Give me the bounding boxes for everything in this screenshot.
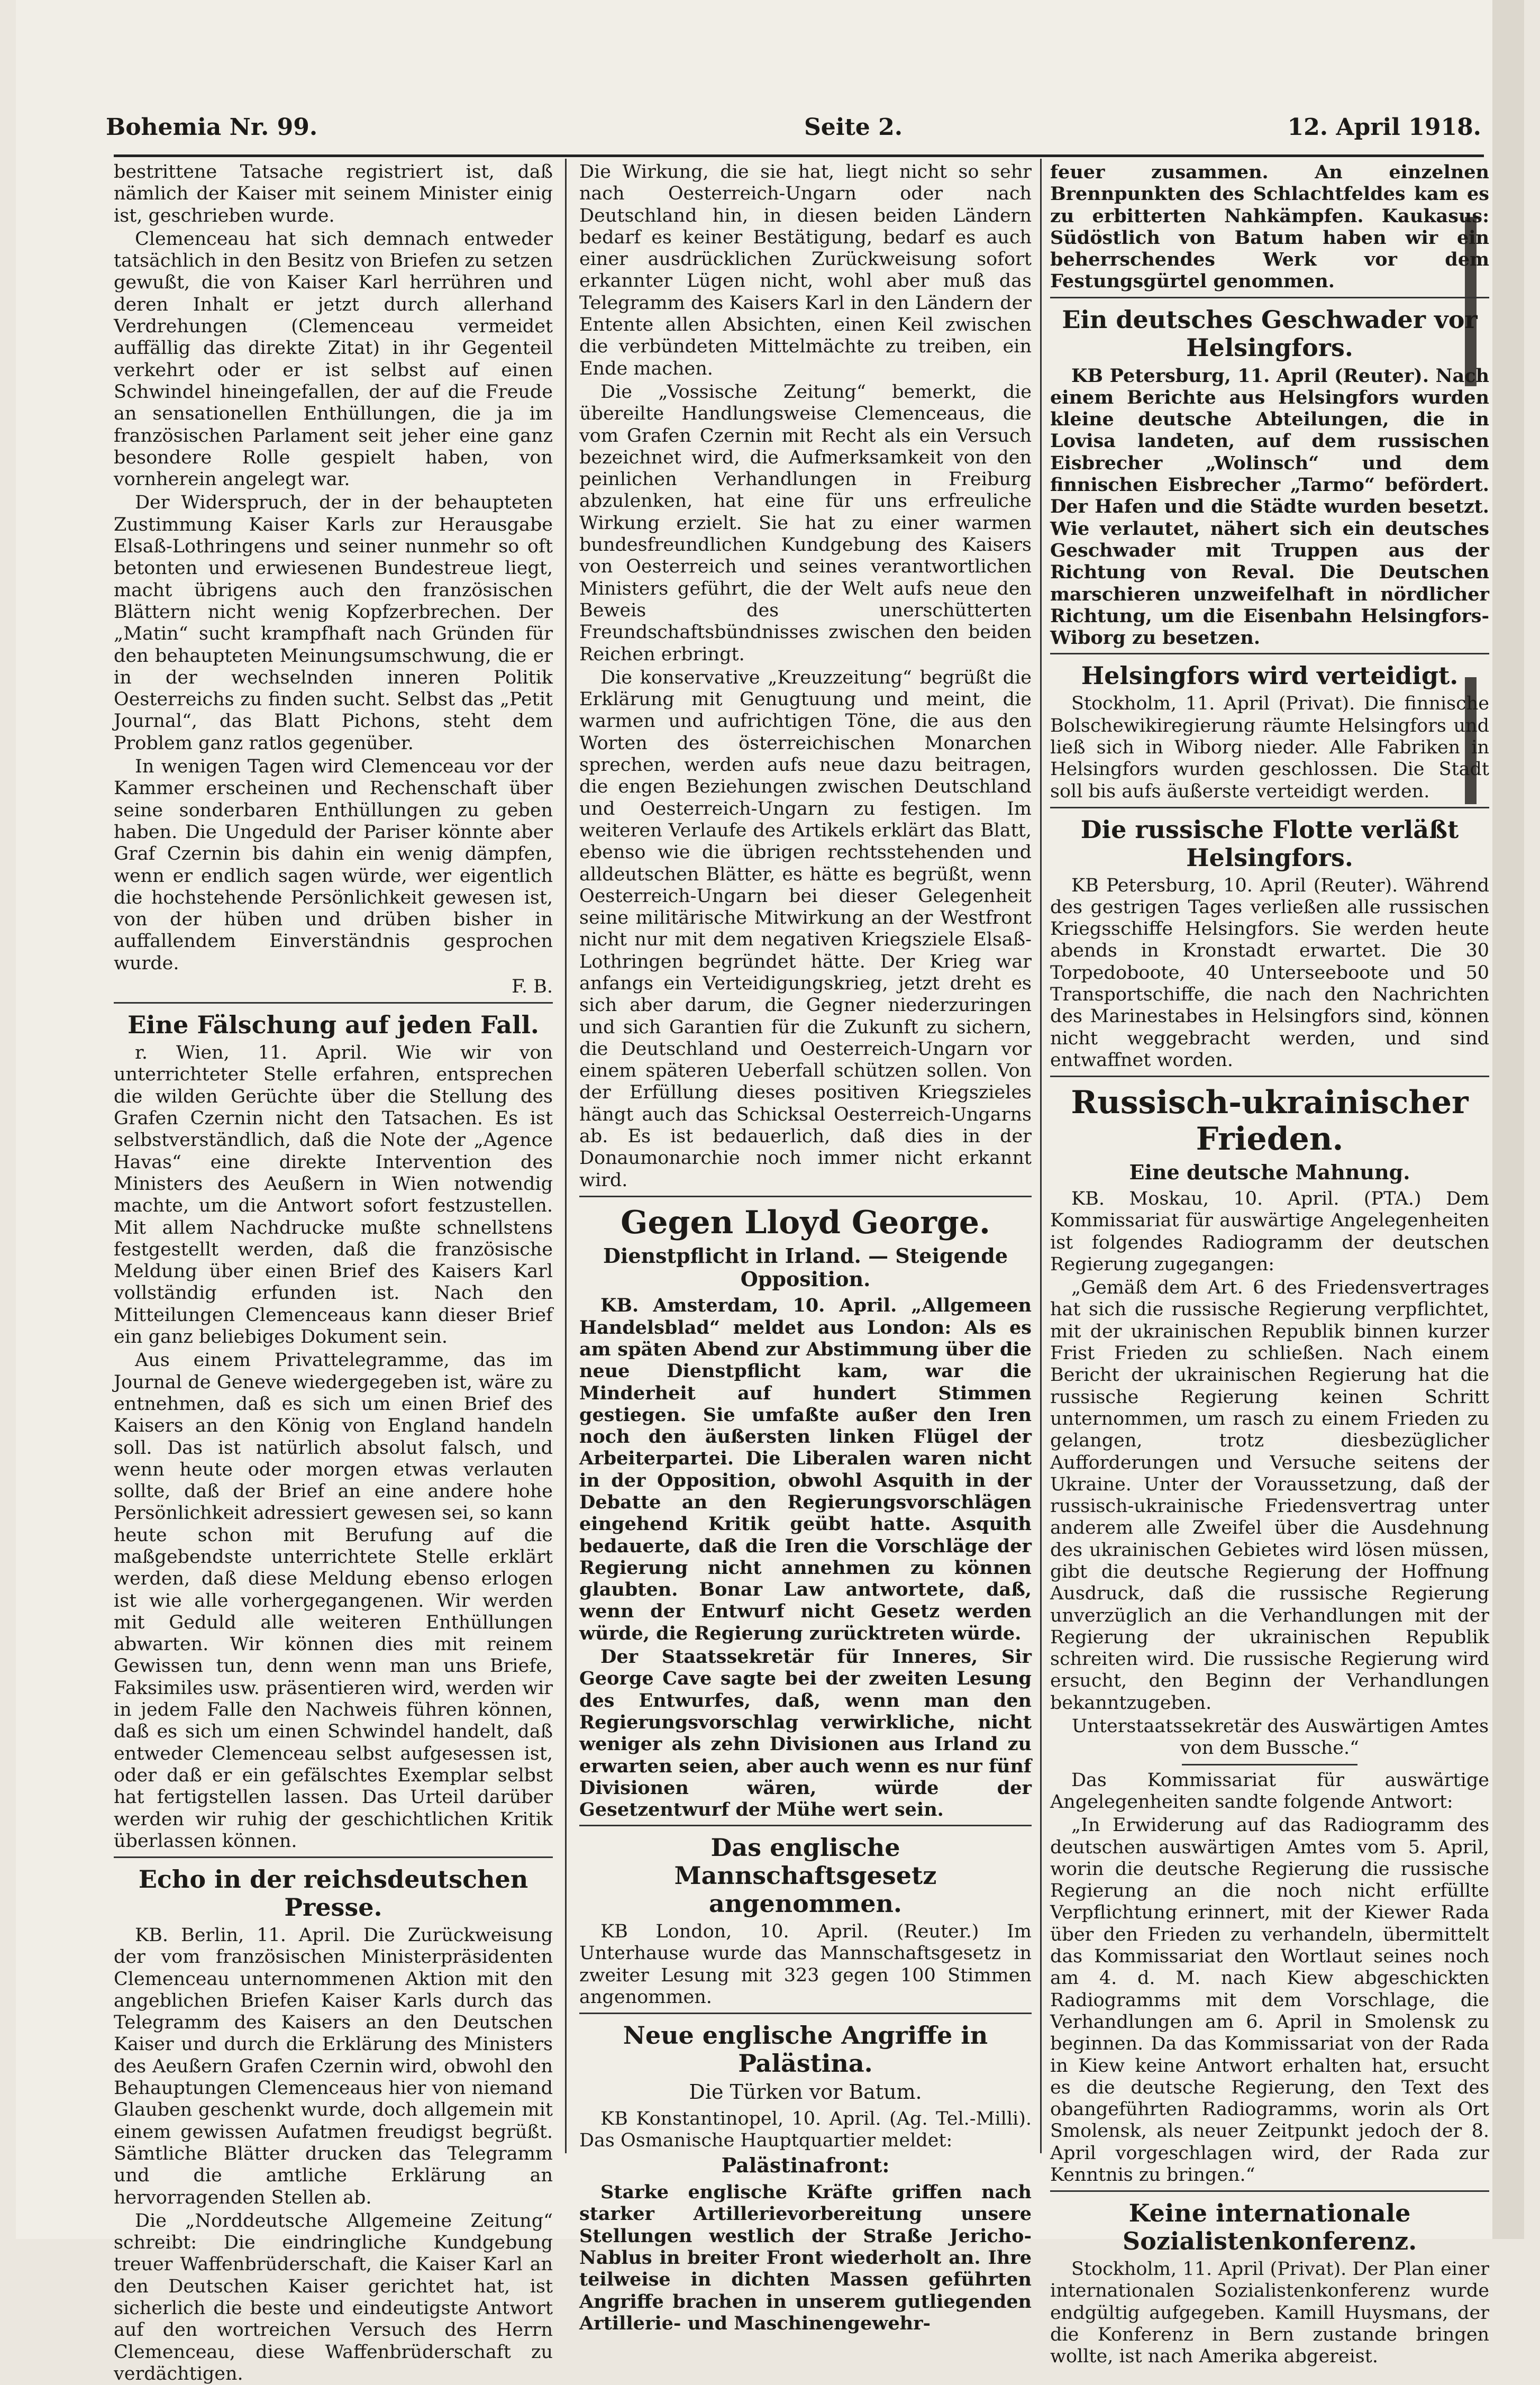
- paragraph: „In Erwiderung auf das Radiogramm des deutschen auswärtigen Amtes vom 5. April, worin die deutsche Regierung die russische Regierung an die noch nicht erfüllte Verpflichtung erinnert, mit der Kiewer Rada über den Frieden zu verhandeln, übermittelt das Kommissariat den Wortlaut seines noch am 4. d. M. nach Kiew abgeschickten Radiogramms mit dem Vorschlage, die Verhandlungen am 6. April in Smolensk zu beginnen. Da das Kommissariat von der Rada in Kiew keine Antwort erhalten hat, ersucht es die deutsche Regierung, den Text des obangeführten Radiogramms, worin als Ort Smolensk, als neuer Zeitpunkt jedoch der 8. April vorgeschlagen wird, der Rada zur Kenntnis zu bringen.“: [1050, 1815, 1489, 2186]
- paragraph: KB Petersburg, 10. April (Reuter). Während des gestrigen Tages verließen alle russischen Kriegsschiffe Helsingfors. Sie werden heute abends in Kronstadt erwartet. Die 30 Torpedoboote, 40 Unterseeboote und 50 Transportschiffe, die nach den Nachrichten des Marinestabes in Helsingfors sind, können nicht weggebracht werden, und sind entwaffnet worden.: [1050, 875, 1489, 1071]
- paragraph: Stockholm, 11. April (Privat). Die finnische Bolschewikiregierung räumte Helsingfors und ließ sich in Wiborg nieder. Alle Fabriken in Helsingfors wurden geschlossen. Die Stadt soll bis aufs äußerste verteidigt werden.: [1050, 693, 1489, 802]
- section-rule: [114, 1856, 553, 1858]
- headline: Die russische Flotte verläßt Helsingfors.: [1080, 815, 1459, 872]
- paragraph: „Gemäß dem Art. 6 des Friedensvertrages hat sich die russische Regierung verpflichtet, mit der ukrainischen Republik binnen kurzer Frist Frieden zu schließen. Nach einem Bericht der ukrainischen Regierung hat die russische Regierung keinen Schritt unternommen, um rasch zu einem Frieden zu gelangen, trotz diesbezüglicher Aufforderungen und Versuche seitens der Ukraine. Unter der Voraussetzung, daß der russisch-ukrainische Friedensvertrag unter anderem alle Zweifel über die Ausdehnung des ukrainischen Gebietes wird lösen müssen, gibt die deutsche Regierung der Hoffnung Ausdruck, daß die russische Regierung unverzüglich an die Verhandlungen mit der Regierung der ukrainischen Republik schreiten wird. Die russische Regierung wird ersucht, den Beginn der Verhandlungen bekanntzugeben.: [1050, 1277, 1489, 1714]
- paragraph: r. Wien, 11. April. Wie wir von unterrichteter Stelle erfahren, entsprechen die wilden Gerüchte über die Stellung des Grafen Czernin nicht den Tatsachen. Es ist selbstverständlich, daß die Note der „Agence Havas“ eine direkte Intervention des Ministers des Aeußern in Wien notwendig machte, um die Antwort sofort festzustellen. Mit allem Nachdrucke mußte schnellstens festgestellt werden, daß die französische Meldung über einen Brief des Kaisers Karl vollständig erfunden ist. Nach den Mitteilungen Clemenceaus kann dieser Brief ein ganz beliebiges Dokument sein.: [114, 1042, 553, 1348]
- headline: Das englische Mannschaftsgesetz angenommen.: [674, 1833, 937, 1918]
- paragraph: bestrittene Tatsache registriert ist, daß nämlich der Kaiser mit seinem Minister einig ist, geschrieben wurde.: [114, 161, 553, 226]
- section-rule: [579, 1196, 1032, 1197]
- column-divider: [1040, 159, 1042, 2153]
- section-rule: [579, 1825, 1032, 1826]
- headline: Gegen Lloyd George.: [621, 1204, 990, 1241]
- subheadline: Dienstpflicht in Irland. — Steigende Opposition.: [603, 1243, 1008, 1291]
- column-1: [114, 161, 553, 2384]
- column-3: [1050, 161, 1489, 2368]
- paragraph: KB Konstantinopel, 10. April. (Ag. Tel.-Milli). Das Osmanische Hauptquartier meldet:: [579, 2108, 1032, 2152]
- paragraph: KB London, 10. April. (Reuter.) Im Unterhause wurde das Mannschaftsgesetz in zweiter Lesung mit 323 gegen 100 Stimmen angenommen.: [579, 1921, 1032, 2008]
- issue-date: 12. April 1918.: [1287, 114, 1481, 141]
- newspaper-issue: Bohemia Nr. 99.: [106, 114, 318, 141]
- paragraph: Das Kommissariat für auswärtige Angelegenheiten sandte folgende Antwort:: [1050, 1769, 1489, 1813]
- headline: Eine Fälschung auf jeden Fall.: [127, 1011, 539, 1040]
- author-signature: F. B.: [512, 976, 553, 997]
- subheadline: Die Türken vor Batum.: [689, 2080, 922, 2104]
- paragraph: Die konservative „Kreuzzeitung“ begrüßt die Erklärung mit Genugtuung und meint, die warmen und aufrichtigen Töne, die aus den Worten des österreichischen Monarchen sprechen, werden aufs neue dazu beitragen, die engen Beziehungen zwischen Deutschland und Oesterreich-Ungarn zu festigen. Im weiteren Verlaufe des Artikels erklärt das Blatt, ebenso wie die übrigen rechtsstehenden und alldeutschen Blätter, es hätte es begrüßt, wenn Oesterreich-Ungarn bei dieser Gelegenheit seine militärische Mitwirkung an der Westfront nicht nur mit dem negativen Kriegsziele Elsaß-Lothringen begründet hätte. Der Krieg war anfangs ein Verteidigungskrieg, jetzt dreht es sich aber darum, die Gegner niederzuringen und sich Garantien für die Zukunft zu sichern, die Deutschland und Oesterreich-Ungarn vor einem späteren Ueberfall schützen sollen. Von der Erfüllung dieses positiven Kriegszieles hängt auch das Schicksal Oesterreich-Ungarns ab. Es ist bedauerlich, daß dies in der Donaumonarchie noch immer nicht erkannt wird.: [579, 667, 1032, 1191]
- section-rule: [114, 1002, 553, 1004]
- section-rule: [1050, 1076, 1489, 1077]
- headline: Helsingfors wird verteidigt.: [1081, 661, 1459, 690]
- headline: Echo in der reichsdeutschen Presse.: [138, 1865, 528, 1922]
- paragraph: KB Petersburg, 11. April (Reuter). Nach einem Berichte aus Helsingfors wurden kleine deutsche Abteilungen, die in Lovisa landeten, auf dem russischen Eisbrecher „Wolinsch“ und dem finnischen Eisbrecher „Tarmo“ befördert. Der Hafen und die Städte wurden besetzt. Wie verlautet, nähert sich ein deutsches Geschwader mit Truppen aus der Richtung von Reval. Die Deutschen marschieren unzweifelhaft in nördlicher Richtung, um die Eisenbahn Helsingfors-Wiborg zu besetzen.: [1050, 365, 1489, 649]
- headline: Neue englische Angriffe in Palästina.: [623, 2021, 988, 2078]
- paragraph: feuer zusammen. An einzelnen Brennpunkten des Schlachtfeldes kam es zu erbitterten Nahkämpfen. Kaukasus: Südöstlich von Batum haben wir ein beherrschendes Werk vor dem Festungsgürtel genommen.: [1050, 161, 1489, 293]
- headline: Russisch-ukrainischer Frieden.: [1071, 1084, 1469, 1158]
- paragraph: Der Widerspruch, der in der behaupteten Zustimmung Kaiser Karls zur Herausgabe Elsaß-Lothringens und seiner nunmehr so oft betonten und erwiesenen Bundestreue liegt, macht übrigens auch den französischen Blättern nicht wenig Kopfzerbrechen. Der „Matin“ sucht krampfhaft nach Gründen für den behaupteten Meinungsumschwung, die er in der wechselnden inneren Politik Oesterreichs zu finden sucht. Selbst das „Petit Journal“, das Blatt Pichons, steht dem Problem ganz ratlos gegenüber.: [114, 492, 553, 754]
- section-rule: [1050, 2190, 1489, 2192]
- paragraph: KB. Berlin, 11. April. Die Zurückweisung der vom französischen Ministerpräsidenten Clemenceau unternommenen Aktion mit den angeblichen Briefen Kaiser Karls durch das Telegramm des Kaisers an den Deutschen Kaiser und durch die Erklärung des Ministers des Aeußern Grafen Czernin wird, obwohl den Behauptungen Clemenceaus hier von niemand Glauben geschenkt wurde, doch allgemein mit einem gewissen Aufatmen freudigst begrüßt. Sämtliche Blätter drucken das Telegramm und die amtliche Erklärung an hervorragenden Stellen ab.: [114, 1924, 553, 2208]
- page-header: [106, 114, 1481, 151]
- paragraph: Der Staatssekretär für Inneres, Sir George Cave sagte bei der zweiten Lesung des Entwurfes, daß, wenn man den Regierungsvorschlag verwirkliche, nicht weniger als zehn Divisionen aus Irland zu erwarten seien, aber auch wenn es nur fünf Divisionen wären, würde der Gesetzentwurf der Mühe wert sein.: [579, 1646, 1032, 1821]
- paragraph: Clemenceau hat sich demnach entweder tatsächlich in den Besitz von Briefen zu setzen gewußt, die von Kaiser Karl herrühren und deren Inhalt er jetzt durch allerhand Verdrehungen (Clemenceau vermeidet auffällig das direkte Zitat) in ihr Gegenteil verkehrt oder er ist selbst auf einen Schwindel hineingefallen, der auf die Freude an sensationellen Enthüllungen, die ja im französischen Parlament seit jeher eine ganz besondere Rolle gespielt haben, von vornherein angelegt war.: [114, 228, 553, 490]
- paragraph: Stockholm, 11. April (Privat). Der Plan einer internationalen Sozialistenkonferenz wurde endgültig aufgegeben. Kamill Huysmans, der die Konferenz in Bern zustande bringen wollte, ist nach Amerika abgereist.: [1050, 2259, 1489, 2368]
- section-rule: [1050, 807, 1489, 808]
- paragraph: KB. Moskau, 10. April. (PTA.) Dem Kommissariat für auswärtige Angelegenheiten ist folgendes Radiogramm der deutschen Regierung zugegangen:: [1050, 1188, 1489, 1275]
- section-rule: [1182, 1764, 1357, 1765]
- subheadline: Eine deutsche Mahnung.: [1129, 1160, 1410, 1185]
- column-2: [579, 161, 1032, 2334]
- paragraph: Die Wirkung, die sie hat, liegt nicht so sehr nach Oesterreich-Ungarn oder nach Deutschland hin, in diesen beiden Ländern bedarf es keiner Bestätigung, bedarf es auch einer ausdrücklichen Zurückweisung sofort erkannter Lügen nicht, wohl aber muß das Telegramm des Kaisers Karl in den Ländern der Entente allen Absichten, einen Keil zwischen die verbündeten Mittelmächte zu treiben, ein Ende machen.: [579, 161, 1032, 379]
- section-rule: [1050, 297, 1489, 298]
- column-divider: [565, 159, 567, 2153]
- paragraph: Die „Norddeutsche Allgemeine Zeitung“ schreibt: Die eindringliche Kundgebung treuer Waffenbrüderschaft, die Kaiser Karl an den Deutschen Kaiser gerichtet hat, ist sicherlich die beste und eindeutigste Antwort auf den wortreichen Versuch des Herrn Clemenceau, diese Waffenbrüderschaft zu verdächtigen.: [114, 2210, 553, 2384]
- page-number: Seite 2.: [804, 114, 903, 141]
- section-rule: [579, 2013, 1032, 2014]
- header-rule: [114, 154, 1484, 157]
- paragraph: Aus einem Privattelegramme, das im Journal de Geneve wiedergegeben ist, wäre zu entnehmen, daß es sich um einen Brief des Kaisers an den König von England handeln soll. Das ist natürlich absolut falsch, und wenn heute oder morgen etwas verlauten sollte, daß der Brief an eine andere hohe Persönlichkeit adressiert gewesen sei, so kann heute schon mit Berufung auf die maßgebendste unterrichtete Stelle erklärt werden, daß diese Meldung ebenso erlogen ist wie alle vorhergegangenen. Wir werden mit Geduld alle weiteren Enthüllungen abwarten. Wir können dies mit reinem Gewissen tun, denn wenn man uns Briefe, Faksimiles usw. präsentieren wird, werden wir in jedem Falle den Nachweis führen können, daß es sich um einen Schwindel handelt, daß entweder Clemenceau selbst aufgesessen ist, oder daß er ein gefälschtes Exemplar selbst hat fertigstellen lassen. Das Urteil darüber werden wir ruhig der geschichtlichen Kritik überlassen können.: [114, 1350, 553, 1852]
- subheadline: Palästinafront:: [721, 2153, 890, 2178]
- paragraph: KB. Amsterdam, 10. April. „Allgemeen Handelsblad“ meldet aus London: Als es am späten Abend zur Abstimmung über die neue Dienstpflicht kam, war die Minderheit auf hundert Stimmen gestiegen. Sie umfaßte außer den Iren noch den äußersten linken Flügel der Arbeiterpartei. Die Liberalen waren nicht in der Opposition, obwohl Asquith in der Debatte an den Regierungsvorschlägen eingehend Kritik geübt hatte. Asquith bedauerte, daß die Iren die Vorschläge der Regierung nicht annehmen zu können glaubten. Bonar Law antwortete, daß, wenn der Entwurf nicht Gesetz werden würde, die Regierung zurücktreten würde.: [579, 1295, 1032, 1644]
- scan-edge: [1492, 0, 1524, 2239]
- paragraph: Die „Vossische Zeitung“ bemerkt, die übereilte Handlungsweise Clemenceaus, die vom Grafen Czernin mit Recht als ein Versuch bezeichnet wird, die Aufmerksamkeit von den peinlichen Verhandlungen in Freiburg abzulenken, hat eine für uns erfreuliche Wirkung erzielt. Sie hat zu einer warmen bundesfreundlichen Kundgebung des Kaisers von Oesterreich und seines verantwortlichen Ministers geführt, die der Welt aufs neue den Beweis des unerschütterten Freundschaftsbündnisses zwischen den beiden Reichen erbringt.: [579, 381, 1032, 665]
- section-rule: [1050, 653, 1489, 654]
- paragraph: Starke englische Kräfte griffen nach starker Artillerievorbereitung unsere Stellungen westlich der Straße Jericho-Nablus in breiter Front wiederholt an. Ihre teilweise in dichten Massen geführten Angriffe brachen in unserem gutliegenden Artillerie- und Maschinengewehr-: [579, 2181, 1032, 2334]
- paragraph: Unterstaatssekretär des Auswärtigen Amtes von dem Bussche.“: [1071, 1716, 1489, 1759]
- headline: Ein deutsches Geschwader vor Helsingfors.: [1062, 305, 1478, 362]
- paragraph: In wenigen Tagen wird Clemenceau vor der Kammer erscheinen und Rechenschaft über seine sonderbaren Enthüllungen zu geben haben. Die Ungeduld der Pariser könnte aber Graf Czernin bis dahin ein wenig dämpfen, wenn er endlich sagen würde, wer eigentlich die hochstehende Persönlichkeit gewesen ist, von der hüben und drüben bisher in auffallendem Einverständnis gesprochen wurde.: [114, 756, 553, 974]
- headline: Keine internationale Sozialistenkonferenz.: [1122, 2199, 1417, 2256]
